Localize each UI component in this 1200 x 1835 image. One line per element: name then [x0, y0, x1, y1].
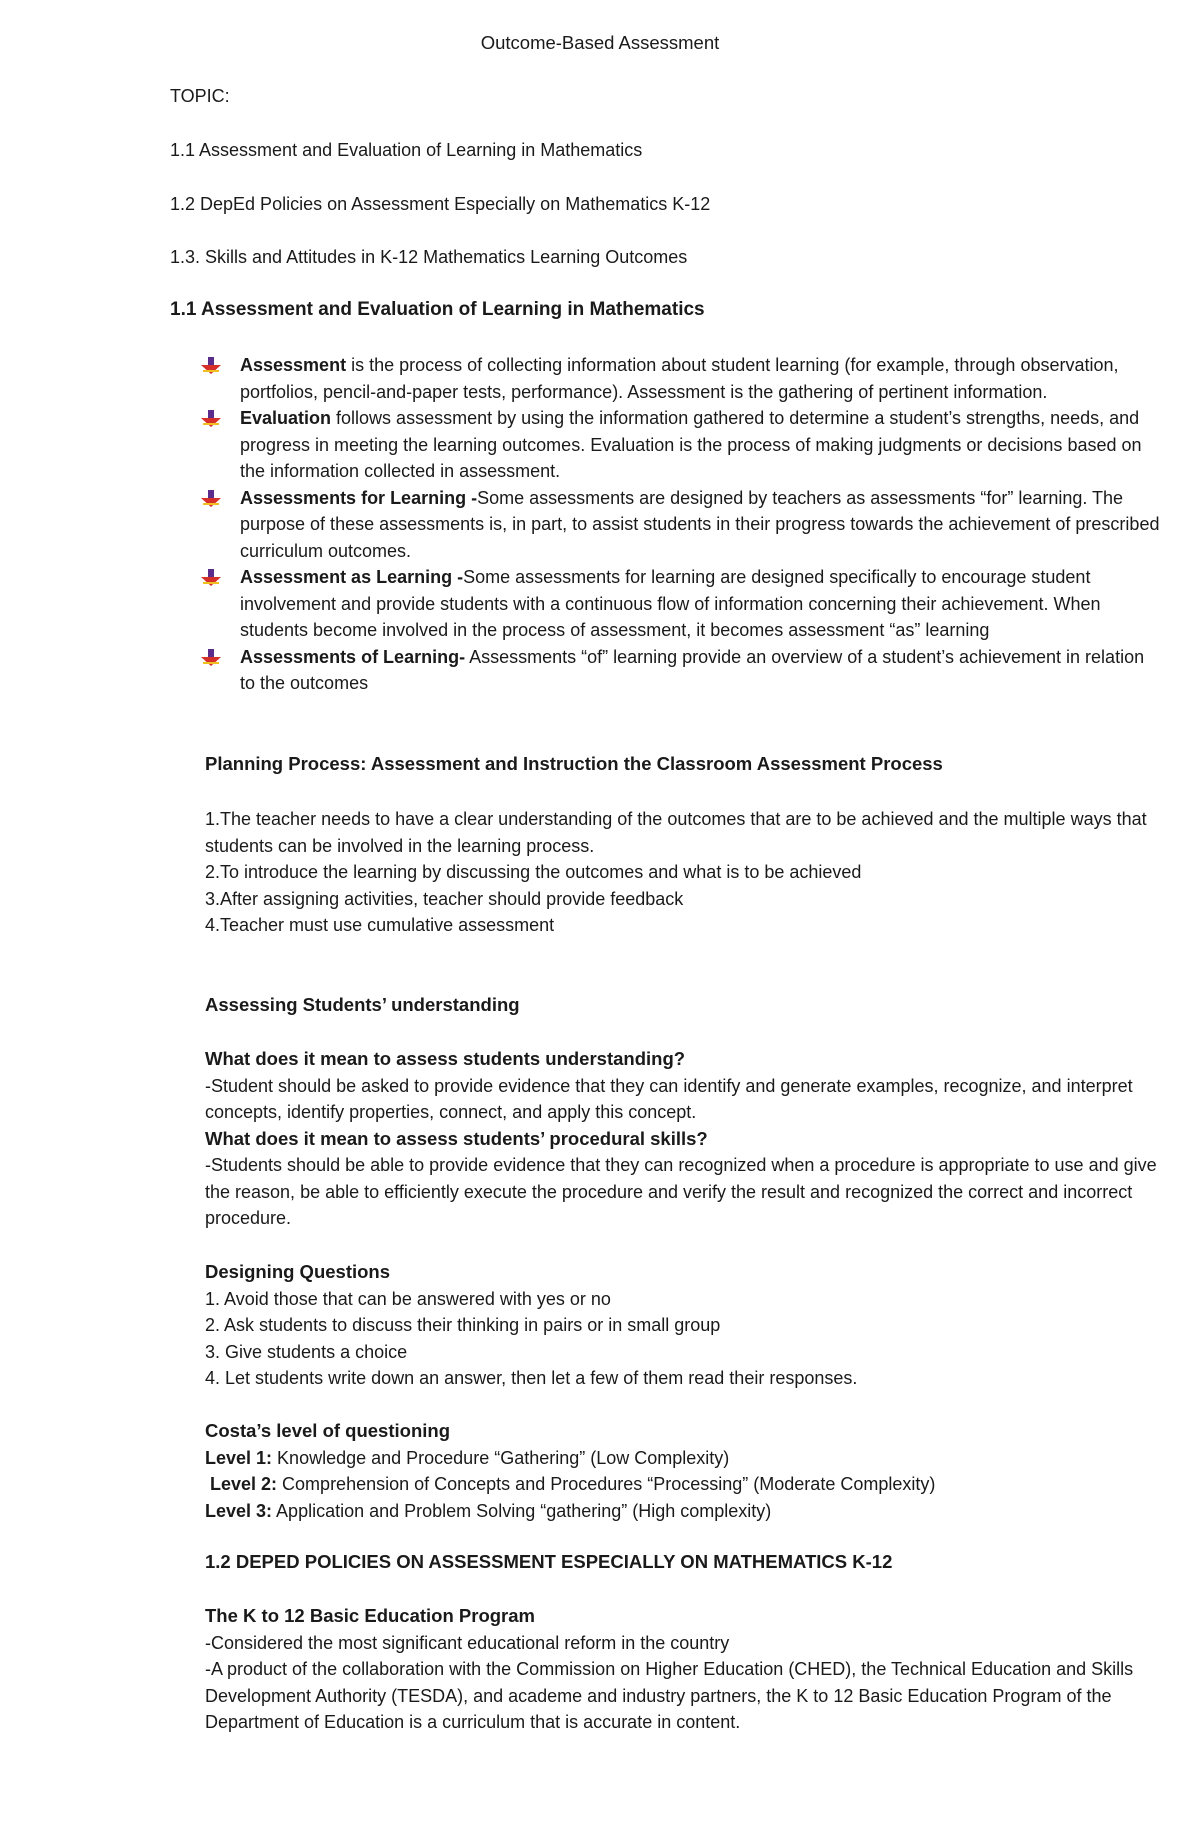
- level-text: Application and Problem Solving “gathering” (High complexity): [272, 1500, 772, 1521]
- level-label: Level 3:: [205, 1500, 273, 1521]
- bullet-text: Assessments “of” learning provide an overview of a student’s achievement in relation to the outcomes: [240, 646, 1145, 693]
- planning-list: [205, 806, 1165, 939]
- designing-item: 3. Give students a choice: [205, 1341, 408, 1362]
- planning-item: 3.After assigning activities, teacher should provide feedback: [205, 888, 684, 909]
- bullet-term: Evaluation: [240, 408, 332, 428]
- bullet-text: Some assessments for learning are designed specifically to encourage student involvement and provide students with a continuous flow of information concerning their achievement. When students become involved in the process of assessment, it becomes assessment “as” learning: [240, 567, 1101, 640]
- answer: -Students should be able to provide evidence that they can recognized when a procedure is appropriate to use and give the reason, be able to efficiently execute the procedure and verify the result and recognized the correct and incorrect procedure.: [205, 1155, 1157, 1228]
- section-heading: 1.2 DEPED POLICIES ON ASSESSMENT ESPECIALLY ON MATHEMATICS K-12: [205, 1551, 893, 1572]
- bullet-list: [200, 352, 1160, 697]
- costa-level: [205, 1445, 1165, 1472]
- arrow-down-bullet-icon: [200, 649, 222, 667]
- bullet-term: Assessment: [240, 355, 347, 375]
- bullet-item: [200, 644, 1160, 697]
- bullet-item: [200, 564, 1160, 644]
- topic-item: 1.3. Skills and Attitudes in K-12 Mathematics Learning Outcomes: [170, 247, 688, 267]
- answer: -Student should be asked to provide evidence that they can identify and generate examples, recognize, and interpret concepts, identify properties, connect, and apply this concept.: [205, 1075, 1133, 1122]
- designing-heading: Designing Questions: [205, 1261, 391, 1282]
- topic-item: 1.1 Assessment and Evaluation of Learning in Mathematics: [170, 140, 643, 160]
- level-text: Comprehension of Concepts and Procedures “Processing” (Moderate Complexity): [277, 1474, 936, 1494]
- bullet-text: Some assessments are designed by teachers as assessments “for” learning. The purpose of these assessments is, in part, to assist students in their progress towards the achievement of prescribed curriculum outcomes.: [240, 487, 1160, 561]
- bullet-text: follows assessment by using the information gathered to determine a student’s strengths, needs, and progress in meeting the learning outcomes. Evaluation is the process of making judgments or decisions based on the information collected in assessment.: [240, 408, 1142, 481]
- question: What does it mean to assess students’ procedural skills?: [205, 1127, 708, 1149]
- bullet-item: [200, 405, 1160, 485]
- k12-heading: The K to 12 Basic Education Program: [205, 1605, 535, 1626]
- planning-item: 4.Teacher must use cumulative assessment: [205, 915, 555, 935]
- document-title: Outcome-Based Assessment: [480, 32, 720, 53]
- assessing-heading: Assessing Students’ understanding: [205, 994, 520, 1015]
- bullet-term: Assessments of Learning-: [240, 646, 466, 667]
- designing-item: 4. Let students write down an answer, then let a few of them read their responses.: [205, 1368, 858, 1388]
- designing-block: [205, 1259, 1165, 1392]
- costa-level: [205, 1471, 1165, 1498]
- planning-heading: Planning Process: Assessment and Instruction the Classroom Assessment Process: [205, 753, 943, 774]
- planning-item: 1.The teacher needs to have a clear understanding of the outcomes that are to be achieved and the multiple ways that students can be involved in the learning process.: [205, 809, 1147, 856]
- k12-item: -Considered the most significant educational reform in the country: [205, 1632, 730, 1653]
- costa-heading: Costa’s level of questioning: [205, 1420, 450, 1441]
- arrow-down-bullet-icon: [200, 490, 222, 508]
- topic-item: 1.2 DepEd Policies on Assessment Especially on Mathematics K-12: [170, 194, 711, 214]
- arrow-down-bullet-icon: [200, 357, 222, 375]
- question: What does it mean to assess students understanding?: [205, 1048, 686, 1069]
- level-label: Level 2:: [205, 1474, 278, 1494]
- level-text: Knowledge and Procedure “Gathering” (Low Complexity): [272, 1447, 730, 1468]
- k12-block: [205, 1603, 1165, 1736]
- bullet-text: is the process of collecting information about student learning (for example, through observation, portfolios, pencil-and-paper tests, performance). Assessment is the gathering of pertinent information.: [240, 355, 1119, 402]
- bullet-term: Assessment as Learning -: [240, 567, 464, 587]
- assessing-block: [205, 1046, 1165, 1232]
- topic-label: TOPIC:: [170, 86, 230, 106]
- planning-item: 2.To introduce the learning by discussing the outcomes and what is to be achieved: [205, 862, 862, 882]
- costa-level: [205, 1498, 1165, 1525]
- bullet-item: [200, 485, 1160, 565]
- designing-item: 1. Avoid those that can be answered with yes or no: [205, 1288, 611, 1309]
- k12-item: -A product of the collaboration with the Commission on Higher Education (CHED), the Technical Education and Skills Development Authority (TESDA), and academe and industry partners, the K to 12 Basic Education Program of the Department of Education is a curriculum that is accurate in content.: [205, 1659, 1134, 1732]
- bullet-item: [200, 352, 1160, 405]
- level-label: Level 1:: [205, 1447, 273, 1468]
- bullet-term: Assessments for Learning -: [240, 487, 478, 508]
- arrow-down-bullet-icon: [200, 569, 222, 587]
- designing-item: 2. Ask students to discuss their thinking in pairs or in small group: [205, 1315, 721, 1335]
- section-heading: 1.1 Assessment and Evaluation of Learning in Mathematics: [170, 299, 705, 320]
- costa-block: [205, 1418, 1165, 1524]
- arrow-down-bullet-icon: [200, 410, 222, 428]
